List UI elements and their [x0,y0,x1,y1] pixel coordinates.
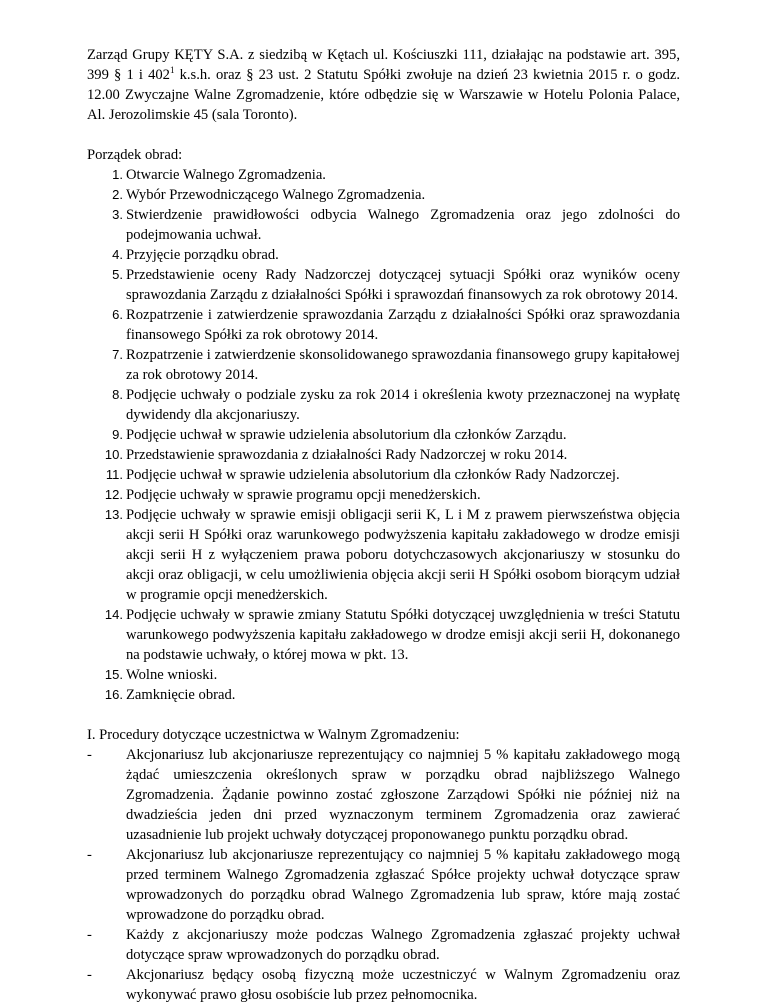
spacer [87,125,680,145]
agenda-item: 8. Podjęcie uchwały o podziale zysku za rok 2014 i określenia kwoty przeznaczonej na wypłatę dywidendy dla akcjonariuszy. [112,387,680,423]
procedures-title: I. Procedury dotyczące uczestnictwa w Walnym Zgromadzeniu: [87,727,460,743]
agenda-item: 6. Rozpatrzenie i zatwierdzenie sprawozdania Zarządu z działalności Spółki oraz sprawozdania finansowego Spółki za rok obrotowy 2014. [112,307,680,343]
agenda-item: 10. Przedstawienie sprawozdania z działalności Rady Nadzorczej w roku 2014. [104,447,568,463]
agenda-item: 13. Podjęcie uchwały w sprawie emisji obligacji serii K, L i M z prawem pierwszeństwa objęcia akcji serii H Spółki oraz warunkowego podwyższenia kapitału zakładowego w drodze emisji akcji serii H z wyłączeniem prawa poboru dotychczasowych akcjonariuszy w stosunku do akcji oraz obligacji, w celu umożliwienia objęcia akcji serii H Spółki osobom biorącym udział w programie opcji menedżerskich. [104,507,680,603]
intro-superscript: 1 [169,65,175,76]
agenda-item: 16. Zamknięcie obrad. [104,687,236,703]
agenda-item: 3. Stwierdzenie prawidłowości odbycia Walnego Zgromadzenia oraz jego zdolności do podejmowania uchwał. [112,207,680,243]
agenda-item: 1. Otwarcie Walnego Zgromadzenia. [112,167,326,183]
agenda-item: 12. Podjęcie uchwały w sprawie programu opcji menedżerskich. [104,487,481,503]
agenda-item: 2. Wybór Przewodniczącego Walnego Zgromadzenia. [112,187,426,203]
procedures-list [87,745,680,1005]
agenda-item: 11. Podjęcie uchwał w sprawie udzielenia absolutorium dla członków Rady Nadzorczej. [105,467,620,483]
agenda-section [87,145,680,705]
procedure-item: - Akcjonariusz będący osobą fizyczną może uczestniczyć w Walnym Zgromadzeniu oraz wykonywać prawo głosu osobiście lub przez pełnomocnika. [87,967,680,1003]
document-page [87,45,680,1005]
agenda-item: 7. Rozpatrzenie i zatwierdzenie skonsolidowanego sprawozdania finansowego grupy kapitałowej za rok obrotowy 2014. [112,347,680,383]
procedures-section [87,725,680,1005]
intro-text-part-1: Zarząd Grupy KĘTY S.A. z siedzibą w Kętach ul. Kościuszki 111, działając na podstawie art. 395, 399 § 1 i 402 [87,47,680,83]
procedure-item: - Każdy z akcjonariuszy może podczas Walnego Zgromadzenia zgłaszać projekty uchwał dotyczące spraw wprowadzonych do porządku obrad. [87,927,680,963]
agenda-item: 14. Podjęcie uchwały w sprawie zmiany Statutu Spółki dotyczącej uwzględnienia w treści Statutu warunkowego podwyższenia kapitału zakładowego w drodze emisji akcji serii H, dokonanego na podstawie uchwały, o której mowa w pkt. 13. [104,607,680,663]
agenda-title: Porządek obrad: [87,147,183,163]
agenda-item: 5. Przedstawienie oceny Rady Nadzorczej dotyczącej sytuacji Spółki oraz wyników oceny sprawozdania Zarządu z działalności Spółki i sprawozdań finansowych za rok obrotowy 2014. [112,267,680,303]
agenda-item: 9. Podjęcie uchwał w sprawie udzielenia absolutorium dla członków Zarządu. [112,427,567,443]
procedure-item: - Akcjonariusz lub akcjonariusze reprezentujący co najmniej 5 % kapitału zakładowego mogą żądać umieszczenia określonych spraw w porządku obrad najbliższego Walnego Zgromadzenia. Żądanie powinno zostać zgłoszone Zarządowi Spółki nie później niż na dwadzieścia jeden dni przed wyznaczonym terminem Zgromadzenia oraz zawierać uzasadnienie lub projekt uchwały dotyczącej proponowanego punktu porządku obrad. [87,747,680,843]
agenda-item: 15. Wolne wnioski. [104,667,218,683]
intro-paragraph [87,45,680,125]
spacer [87,705,680,725]
agenda-list [87,165,680,705]
intro-text-part-2: k.s.h. oraz § 23 ust. 2 Statutu Spółki zwołuje na dzień 23 kwietnia 2015 r. o godz. 12.00 Zwyczajne Walne Zgromadzenie, które odbędzie się w Warszawie w Hotelu Polonia Palace, Al. Jerozolimskie 45 (sala Toronto). [87,67,681,123]
agenda-item: 4. Przyjęcie porządku obrad. [112,247,279,263]
procedure-item: - Akcjonariusz lub akcjonariusze reprezentujący co najmniej 5 % kapitału zakładowego mogą przed terminem Walnego Zgromadzenia zgłaszać Spółce projekty uchwał dotyczące spraw wprowadzonych do porządku obrad Walnego Zgromadzenia lub spraw, które mają zostać wprowadzone do porządku obrad. [87,847,680,923]
